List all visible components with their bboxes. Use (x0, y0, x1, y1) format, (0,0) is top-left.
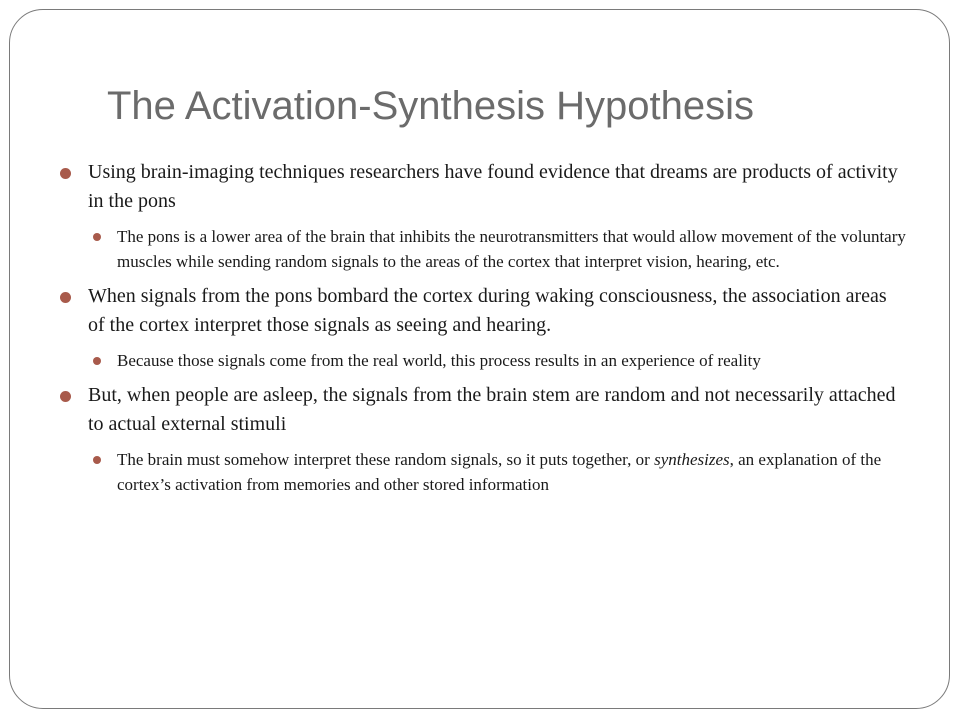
bullet-icon (60, 391, 71, 402)
sub-bullet-text (117, 450, 881, 494)
sub-bullet-icon (93, 233, 101, 241)
bullet-item (58, 282, 908, 340)
bullet-text: When signals from the pons bombard the cortex during waking consciousness, the association areas of the cortex interpret those signals as seeing and hearing. (88, 285, 887, 336)
bullet-text: Using brain-imaging techniques researchers have found evidence that dreams are products of activity in the pons (88, 161, 898, 212)
bullet-item (58, 158, 908, 216)
slide-title: The Activation-Synthesis Hypothesis (107, 84, 754, 128)
sub-bullet-text-after: , an explanation of the cortex’s activation from memories and other stored information (117, 450, 882, 494)
sub-bullet-icon (93, 456, 101, 464)
bullet-text: But, when people are asleep, the signals from the brain stem are random and not necessarily attached to actual external stimuli (88, 384, 896, 435)
sub-bullet-text: The pons is a lower area of the brain that inhibits the neurotransmitters that would allow movement of the voluntary muscles while sending random signals to the areas of the cortex that interpret vision, hearing, etc. (117, 227, 906, 271)
sub-bullet-item (58, 447, 908, 497)
sub-bullet-item (58, 348, 908, 373)
sub-bullet-item (58, 224, 908, 274)
bullet-icon (60, 292, 71, 303)
slide-content (58, 158, 908, 505)
sub-bullet-text: Because those signals come from the real world, this process results in an experience of reality (117, 351, 761, 370)
bullet-item (58, 381, 908, 439)
sub-bullet-icon (93, 357, 101, 365)
bullet-icon (60, 168, 71, 179)
sub-bullet-emphasis: synthesizes (654, 450, 730, 469)
sub-bullet-text-before: The brain must somehow interpret these random signals, so it puts together, or (117, 450, 655, 469)
